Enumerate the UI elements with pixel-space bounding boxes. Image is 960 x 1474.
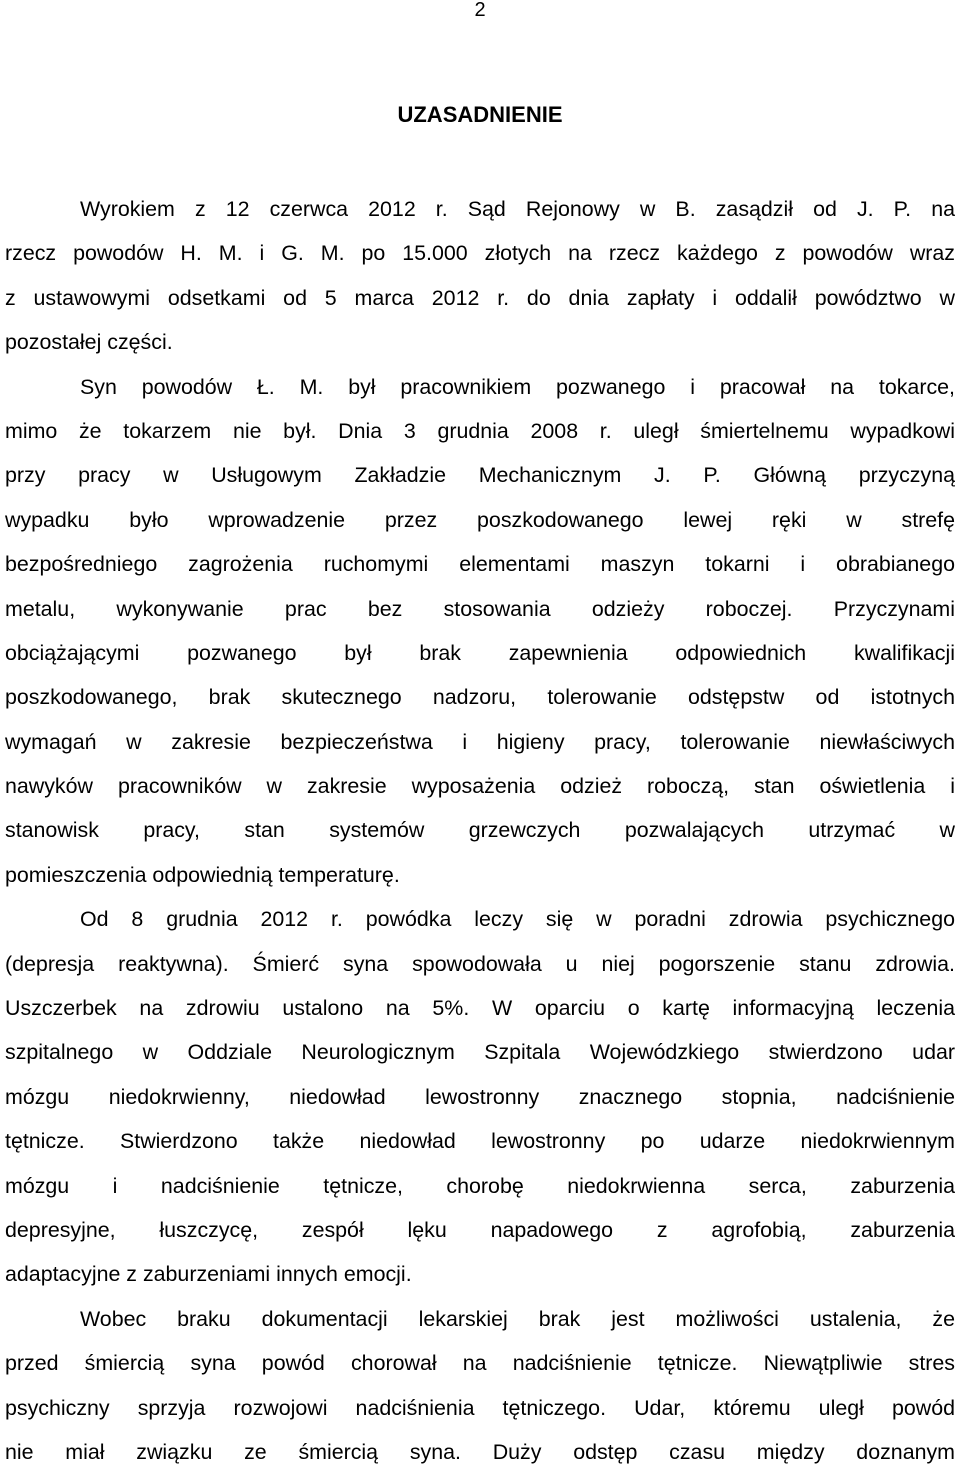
text-line: tętnicze. Stwierdzono także niedowład lewostronny po udarze niedokrwiennym [5, 1129, 955, 1154]
text-line: (depresja reaktywna). Śmierć syna spowodowała u niej pogorszenie stanu zdrowia. [5, 951, 955, 976]
text-line: poszkodowanego, brak skutecznego nadzoru, tolerowanie odstępstw od istotnych [5, 685, 955, 710]
text-line: wymagań w zakresie bezpieczeństwa i higieny pracy, tolerowanie niewłaściwych [5, 729, 955, 754]
text-line: z ustawowymi odsetkami od 5 marca 2012 r. do dnia zapłaty i oddalił powództwo w [5, 285, 955, 310]
text-line: adaptacyjne z zaburzeniami innych emocji. [5, 1262, 412, 1287]
text-line: psychiczny sprzyja rozwojowi nadciśnienia tętniczego. Udar, któremu uległ powód [5, 1395, 955, 1420]
text-line: mimo że tokarzem nie był. Dnia 3 grudnia 2008 r. uległ śmiertelnemu wypadkowi [5, 418, 955, 443]
text-line: depresyjne, łuszczycę, zespół lęku napadowego z agrofobią, zaburzenia [5, 1217, 955, 1242]
text-line: metalu, wykonywanie prac bez stosowania odzieży roboczej. Przyczynami [5, 596, 955, 621]
text-line: nawyków pracowników w zakresie wyposażenia odzież roboczą, stan oświetlenia i [5, 774, 955, 799]
text-line: mózgu niedokrwienny, niedowład lewostronny znacznego stopnia, nadciśnienie [5, 1084, 955, 1109]
text-line: obciążającymi pozwanego był brak zapewnienia odpowiednich kwalifikacji [5, 640, 955, 665]
text-line: mózgu i nadciśnienie tętnicze, chorobę niedokrwienna serca, zaburzenia [5, 1173, 955, 1198]
text-line: wypadku było wprowadzenie przez poszkodowanego lewej ręki w strefę [5, 507, 955, 532]
text-line: Od 8 grudnia 2012 r. powódka leczy się w poradni zdrowia psychicznego [80, 907, 955, 932]
text-line: Syn powodów Ł. M. był pracownikiem pozwanego i pracował na tokarce, [80, 374, 955, 399]
text-line: bezpośredniego zagrożenia ruchomymi elementami maszyn tokarni i obrabianego [5, 552, 955, 577]
text-line: pomieszczenia odpowiednią temperaturę. [5, 862, 400, 887]
text-line: szpitalnego w Oddziale Neurologicznym Szpitala Wojewódzkiego stwierdzono udar [5, 1040, 955, 1065]
text-line: rzecz powodów H. M. i G. M. po 15.000 złotych na rzecz każdego z powodów wraz [5, 241, 955, 266]
document-body [5, 187, 955, 1474]
page-number: 2 [474, 0, 486, 21]
text-line: przed śmiercią syna powód chorował na nadciśnienie tętnicze. Niewątpliwie stres [5, 1351, 955, 1376]
text-line: Wobec braku dokumentacji lekarskiej brak jest możliwości ustalenia, że [80, 1306, 955, 1331]
text-line: nie miał związku ze śmiercią syna. Duży odstęp czasu między doznanym [5, 1439, 955, 1464]
text-line: pozostałej części. [5, 330, 173, 355]
text-line: Uszczerbek na zdrowiu ustalono na 5%. W oparciu o kartę informacyjną leczenia [5, 996, 955, 1021]
text-line: stanowisk pracy, stan systemów grzewczych pozwalających utrzymać w [5, 818, 955, 843]
text-line: Wyrokiem z 12 czerwca 2012 r. Sąd Rejonowy w B. zasądził od J. P. na [80, 197, 955, 221]
text-line: przy pracy w Usługowym Zakładzie Mechanicznym J. P. Główną przyczyną [5, 463, 955, 488]
document-heading: UZASADNIENIE [397, 102, 563, 127]
